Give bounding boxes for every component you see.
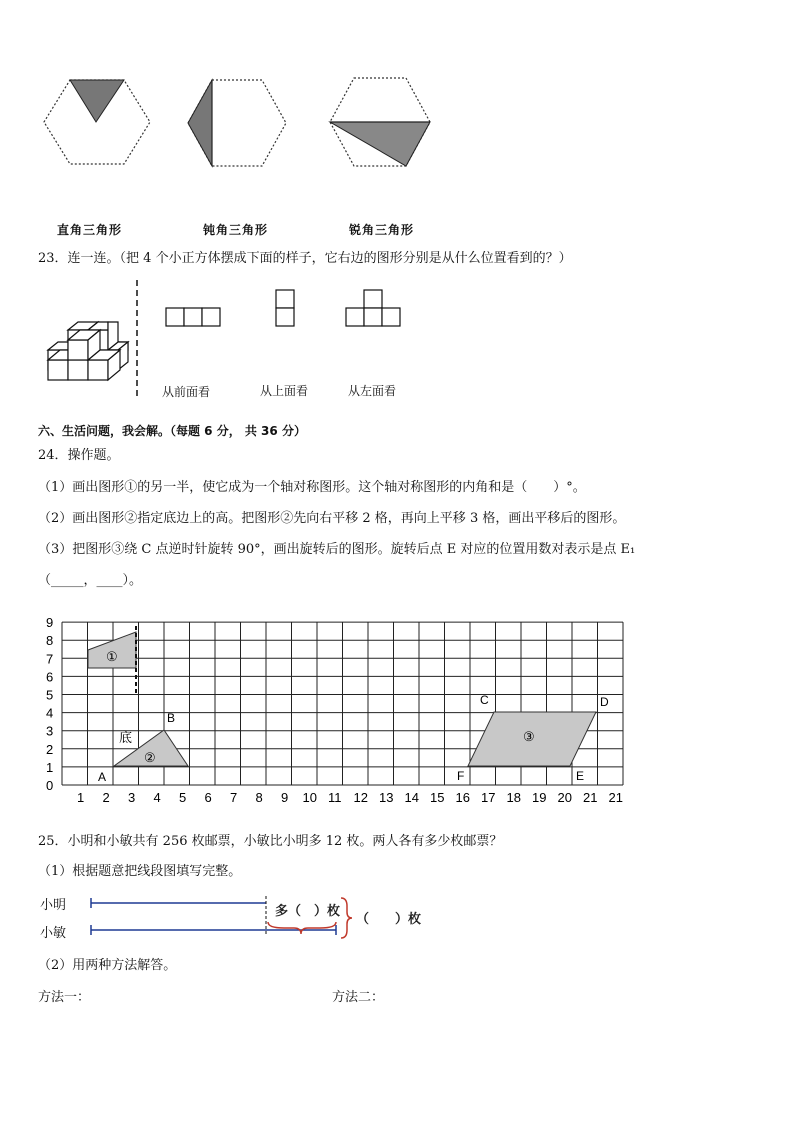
obtuse-triangle-shaded (188, 80, 212, 166)
x-tick-label: 21 (583, 790, 598, 805)
point-c: C (480, 693, 489, 707)
q25-question: 25．小明和小敏共有 256 枚邮票，小敏比小明多 12 枚。两人各有多少枚邮票？ (38, 834, 503, 849)
x-tick-label: 19 (532, 790, 547, 805)
q24-part3-answer: （_____，____）。 (38, 573, 143, 588)
x-tick-label: 4 (153, 790, 161, 805)
right-triangle-shaded (70, 80, 124, 122)
y-tick-label: 7 (46, 651, 54, 667)
view-front (166, 308, 220, 326)
x-tick-label: 10 (302, 790, 317, 805)
more-label: 多（ ）枚 (275, 904, 341, 919)
label-xiaoming: 小明 (40, 898, 67, 913)
x-tick-label: 14 (404, 790, 419, 805)
x-tick-label: 9 (281, 790, 289, 805)
label-xiaomin: 小敏 (40, 926, 67, 941)
y-tick-label: 4 (46, 705, 54, 721)
method-2-label: 方法二： (332, 990, 385, 1005)
x-tick-label: 1 (77, 790, 85, 805)
q25-part2: （2）用两种方法解答。 (38, 958, 177, 973)
x-tick-label: 17 (481, 790, 496, 805)
hexagon-label-1: 直角三角形 (57, 223, 123, 237)
hexagon-label-3: 锐角三角形 (349, 223, 415, 237)
y-tick-label: 5 (46, 687, 54, 703)
view-top (276, 290, 294, 326)
total-brace (341, 898, 352, 938)
x-tick-label: 5 (179, 790, 187, 805)
y-tick-label: 0 (46, 778, 54, 793)
q25-part1: （1）根据题意把线段图填写完整。 (38, 864, 242, 879)
base-label: 底 (119, 730, 133, 745)
y-tick-label: 3 (46, 723, 54, 739)
x-tick-label: 21 (608, 790, 623, 805)
x-tick-label: 13 (379, 790, 394, 805)
point-a: A (98, 770, 107, 784)
q24-part2: （2）画出图形②指定底边上的高。把图形②先向右平移 2 格，再向上平移 3 格，画出平移后的图形。 (38, 511, 626, 526)
x-tick-label: 18 (506, 790, 521, 805)
point-f: F (457, 769, 465, 783)
point-d: D (600, 695, 609, 709)
shape-3-label: ③ (523, 729, 535, 744)
total-label: （ ）枚 (356, 912, 422, 927)
x-tick-label: 15 (430, 790, 445, 805)
x-tick-label: 3 (128, 790, 136, 805)
hexagon-1 (44, 80, 150, 164)
view-label-top: 从上面看 (260, 384, 309, 398)
hexagon-3 (330, 78, 430, 166)
x-tick-label: 6 (204, 790, 212, 805)
coordinate-grid (30, 600, 640, 810)
q24-part3: （3）把图形③绕 C 点逆时针旋转 90°，画出旋转后的图形。旋转后点 E 对应的位置用数对表示是点 E₁ (38, 542, 636, 557)
q24-part1: （1）画出图形①的另一半，使它成为一个轴对称图形。这个轴对称图形的内角和是（ ）°。 (38, 480, 586, 495)
view-label-left: 从左面看 (348, 384, 397, 398)
acute-triangle-shaded (330, 122, 430, 166)
x-tick-label: 20 (557, 790, 572, 805)
view-left (346, 290, 400, 326)
x-tick-label: 8 (255, 790, 263, 805)
shape-1-label: ① (106, 649, 118, 664)
method-1-label: 方法一： (38, 990, 91, 1005)
hexagon-label-2: 钝角三角形 (203, 223, 269, 237)
more-brace (268, 922, 336, 934)
y-tick-label: 9 (46, 615, 54, 631)
section-6-title: 六、生活问题，我会解。（每题 6 分， 共 36 分） (38, 424, 306, 438)
x-tick-label: 7 (230, 790, 238, 805)
y-tick-label: 2 (46, 741, 54, 757)
view-label-front: 从前面看 (162, 385, 211, 399)
x-tick-label: 2 (102, 790, 110, 805)
point-e: E (576, 769, 585, 783)
hexagon-figures (0, 60, 794, 210)
y-tick-label: 6 (46, 669, 54, 685)
y-tick-label: 8 (46, 633, 54, 649)
point-b: B (167, 711, 176, 725)
x-tick-label: 16 (455, 790, 470, 805)
x-tick-label: 12 (353, 790, 368, 805)
hexagon-2 (188, 80, 286, 166)
q24-title: 24．操作题。 (38, 448, 120, 463)
q23-question: 23．连一连。（把 4 个小正方体摆成下面的样子，它右边的图形分别是从什么位置看到的？） (38, 251, 572, 266)
y-tick-label: 1 (46, 759, 54, 775)
shape-2-label: ② (144, 750, 156, 765)
x-tick-label: 11 (328, 790, 342, 805)
